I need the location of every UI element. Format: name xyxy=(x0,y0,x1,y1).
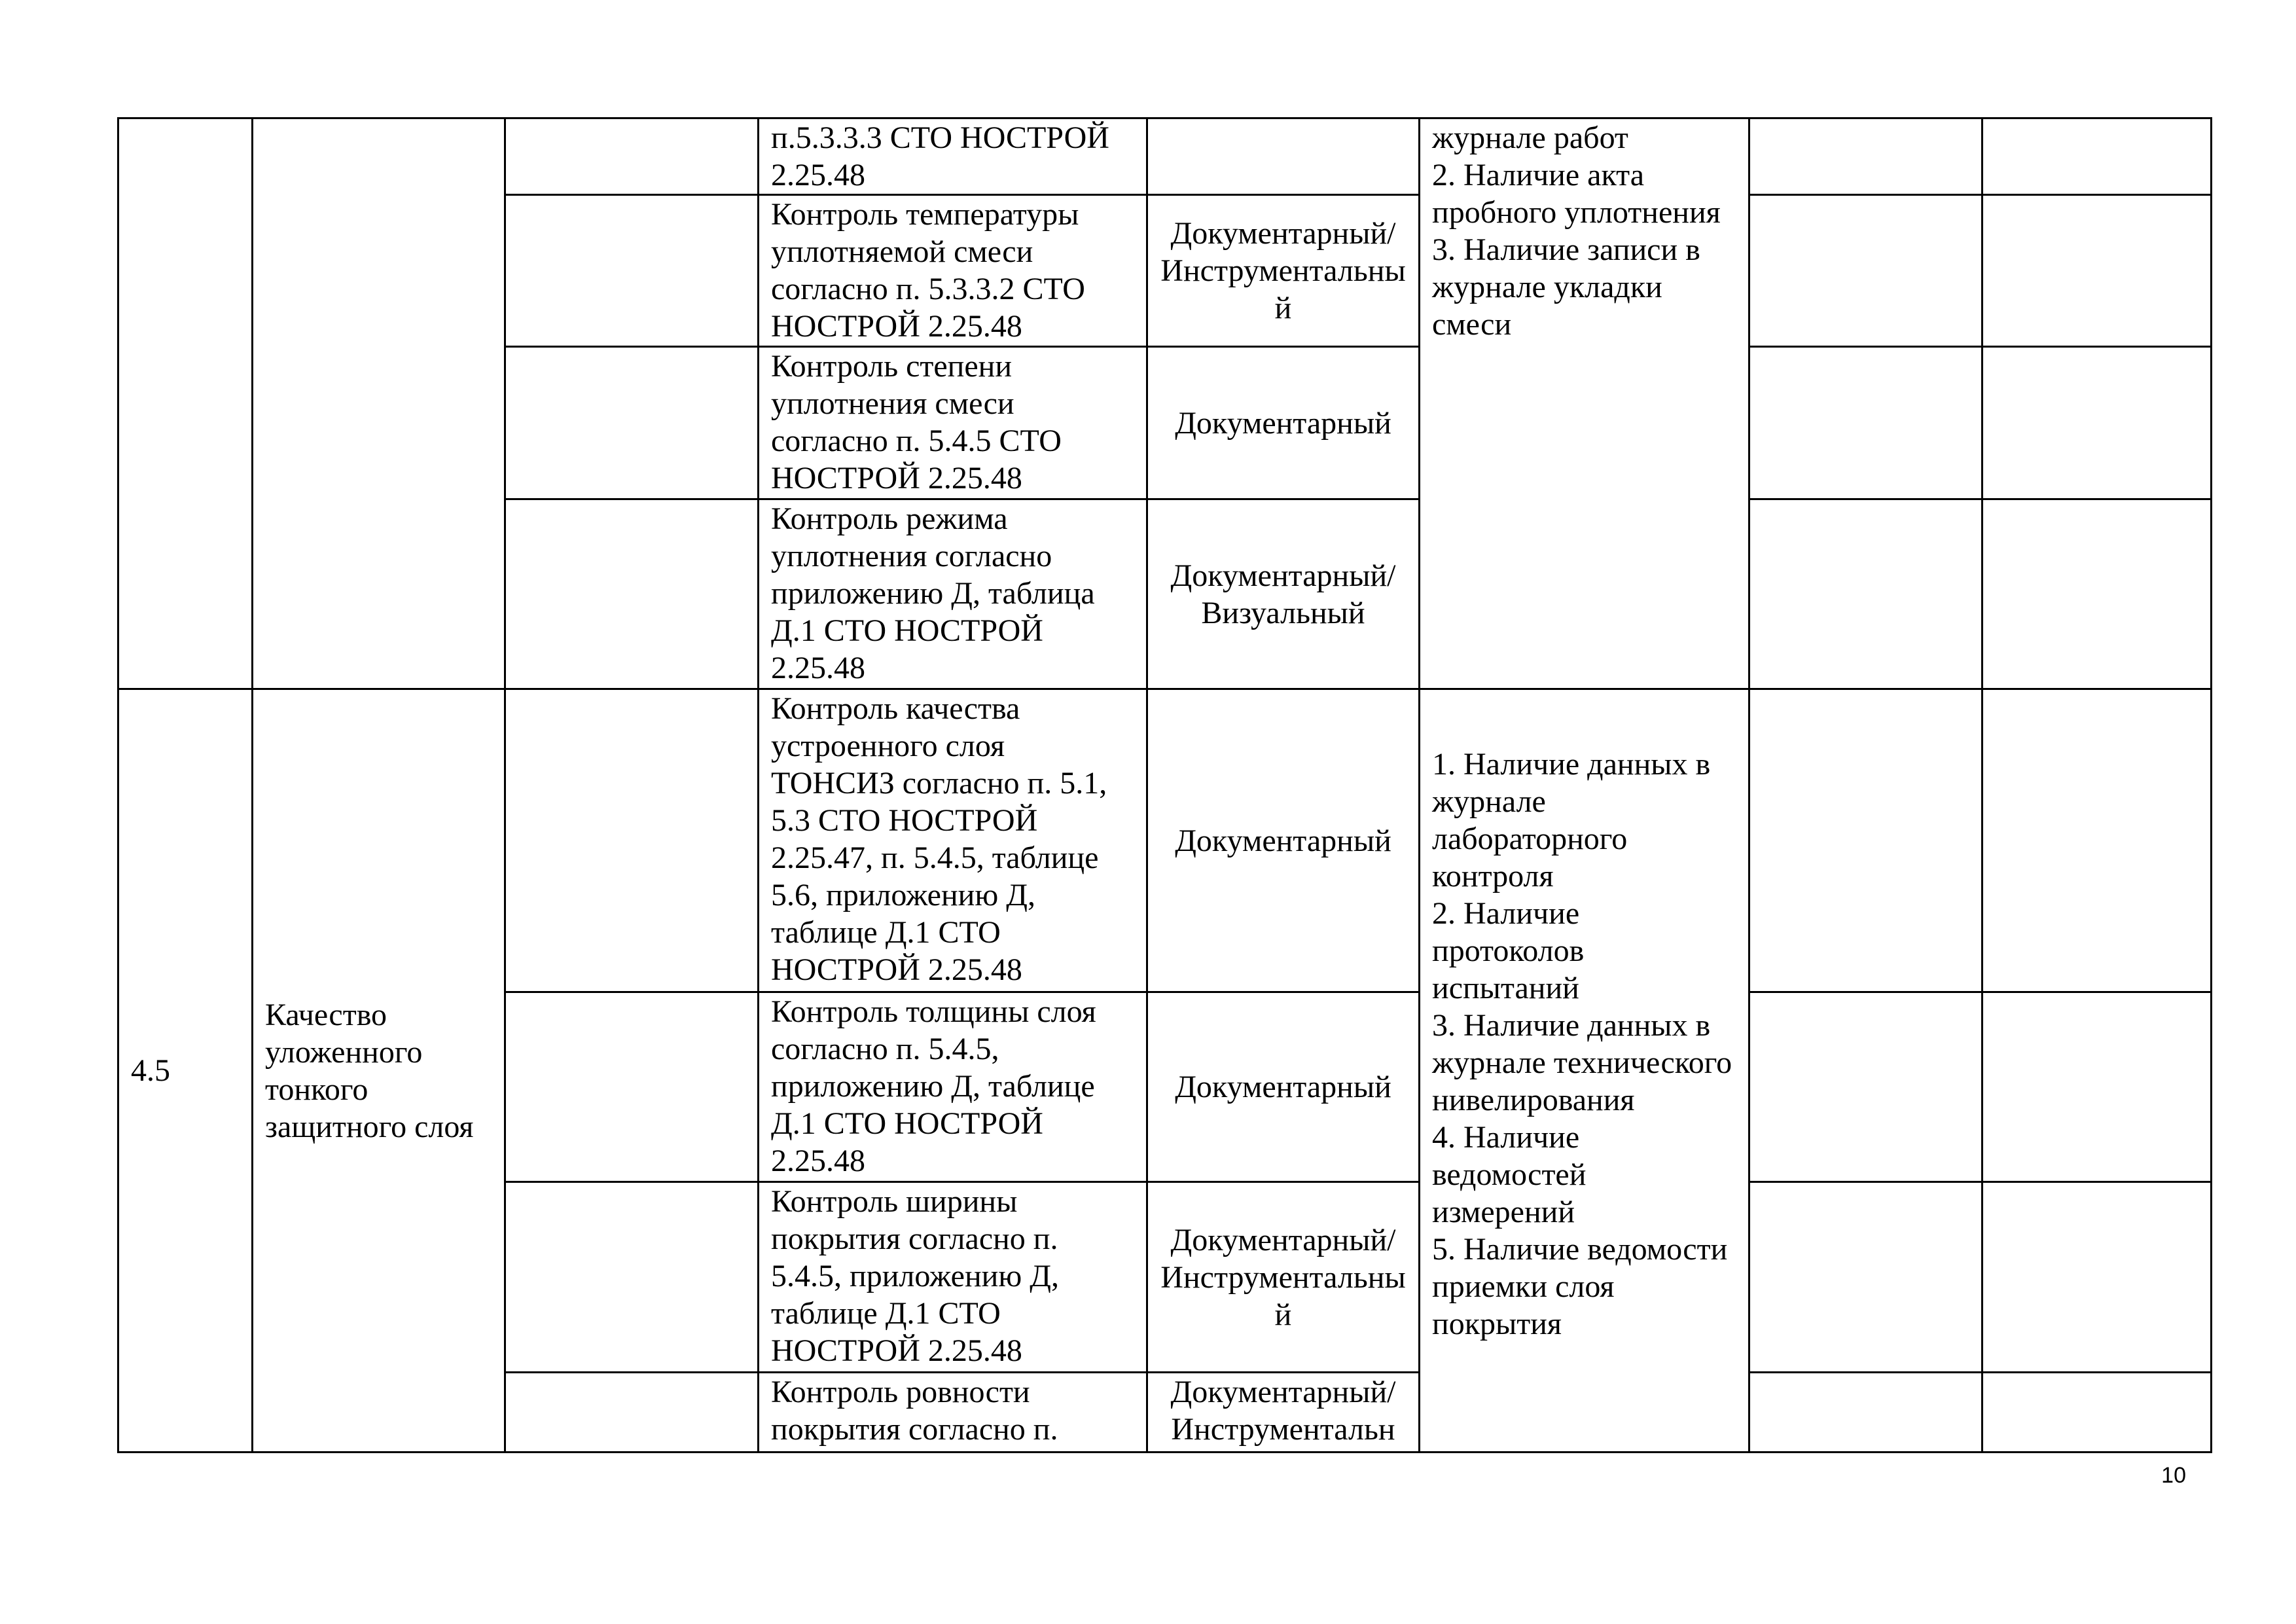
empty-cell xyxy=(1982,195,2212,347)
control-type-text: Документарный/ Инструментальный xyxy=(1160,1222,1406,1332)
item-name-cell xyxy=(253,689,505,1453)
number-cell-empty xyxy=(118,118,253,689)
empty-cell xyxy=(505,499,759,689)
control-type-text: Документарный xyxy=(1175,405,1391,441)
empty-cell xyxy=(1982,1182,2212,1373)
control-method-cell xyxy=(759,347,1147,499)
control-method-text: Контроль ширины покрытия согласно п. 5.4.5, приложению Д, таблице Д.1 СТО НОСТРОЙ 2.25.48 xyxy=(771,1184,1059,1368)
empty-cell xyxy=(1982,118,2212,195)
control-method-text: Контроль ровности покрытия согласно п. xyxy=(771,1375,1058,1447)
control-type-cell xyxy=(1147,347,1420,499)
control-method-cell xyxy=(759,118,1147,195)
control-type-cell xyxy=(1147,118,1420,195)
empty-cell xyxy=(505,689,759,992)
control-type-cell xyxy=(1147,1182,1420,1373)
documents-cell xyxy=(1420,118,1749,689)
documents-cell xyxy=(1420,689,1749,1453)
control-method-cell xyxy=(759,499,1147,689)
item-number: 4.5 xyxy=(131,1053,170,1088)
empty-cell xyxy=(1749,1373,1982,1453)
table-row xyxy=(118,689,2212,992)
empty-cell xyxy=(505,992,759,1182)
page-number: 10 xyxy=(2161,1463,2186,1488)
name-cell-empty xyxy=(253,118,505,689)
control-method-cell xyxy=(759,1373,1147,1453)
empty-cell xyxy=(1982,689,2212,992)
empty-cell xyxy=(1749,347,1982,499)
control-type-cell xyxy=(1147,499,1420,689)
documents-text: журнале работ 2. Наличие акта пробного уплотнения 3. Наличие записи в журнале укладки смеси xyxy=(1432,120,1721,342)
empty-cell xyxy=(505,118,759,195)
control-method-cell xyxy=(759,195,1147,347)
table-row xyxy=(118,118,2212,195)
control-type-text: Документарный/ Визуальный xyxy=(1170,558,1396,630)
control-type-text: Документарный xyxy=(1175,823,1391,858)
control-method-text: Контроль толщины слоя согласно п. 5.4.5, приложению Д, таблице Д.1 СТО НОСТРОЙ 2.25.48 xyxy=(771,994,1096,1178)
control-method-text: Контроль качества устроенного слоя ТОНСИЗ согласно п. 5.1, 5.3 СТО НОСТРОЙ 2.25.47, п. 5.4.5, таблице 5.6, приложению Д, таблице Д.1 СТО НОСТРОЙ 2.25.48 xyxy=(771,691,1107,987)
control-type-text: Документарный xyxy=(1175,1070,1391,1104)
control-type-cell xyxy=(1147,689,1420,992)
control-method-text: п.5.3.3.3 СТО НОСТРОЙ 2.25.48 xyxy=(771,120,1109,192)
empty-cell xyxy=(1749,195,1982,347)
quality-control-table xyxy=(117,117,2212,1453)
control-type-text: Документарный/ Инструментальн xyxy=(1170,1375,1396,1447)
empty-cell xyxy=(1749,499,1982,689)
empty-cell xyxy=(1749,118,1982,195)
empty-cell xyxy=(1982,499,2212,689)
control-method-cell xyxy=(759,1182,1147,1373)
item-name: Качество уложенного тонкого защитного слоя xyxy=(265,997,474,1144)
control-type-cell xyxy=(1147,1373,1420,1453)
empty-cell xyxy=(1982,1373,2212,1453)
control-method-text: Контроль режима уплотнения согласно приложению Д, таблица Д.1 СТО НОСТРОЙ 2.25.48 xyxy=(771,501,1095,685)
control-type-cell xyxy=(1147,992,1420,1182)
empty-cell xyxy=(1982,992,2212,1182)
empty-cell xyxy=(505,347,759,499)
empty-cell xyxy=(1982,347,2212,499)
empty-cell xyxy=(1749,992,1982,1182)
empty-cell xyxy=(1749,689,1982,992)
control-method-text: Контроль степени уплотнения смеси согласно п. 5.4.5 СТО НОСТРОЙ 2.25.48 xyxy=(771,349,1062,496)
control-method-text: Контроль температуры уплотняемой смеси согласно п. 5.3.3.2 СТО НОСТРОЙ 2.25.48 xyxy=(771,197,1085,344)
empty-cell xyxy=(505,1373,759,1453)
item-number-cell xyxy=(118,689,253,1453)
control-type-cell xyxy=(1147,195,1420,347)
control-type-text: Документарный/ Инструментальный xyxy=(1160,216,1406,325)
control-method-cell xyxy=(759,992,1147,1182)
empty-cell xyxy=(505,1182,759,1373)
documents-text: 1. Наличие данных в журнале лабораторного контроля 2. Наличие протоколов испытаний 3. Наличие данных в журнале технического нивелирования 4. Наличие ведомостей измерений 5. Наличие ведомости приемки слоя покрытия xyxy=(1432,747,1732,1341)
control-method-cell xyxy=(759,689,1147,992)
empty-cell xyxy=(505,195,759,347)
empty-cell xyxy=(1749,1182,1982,1373)
